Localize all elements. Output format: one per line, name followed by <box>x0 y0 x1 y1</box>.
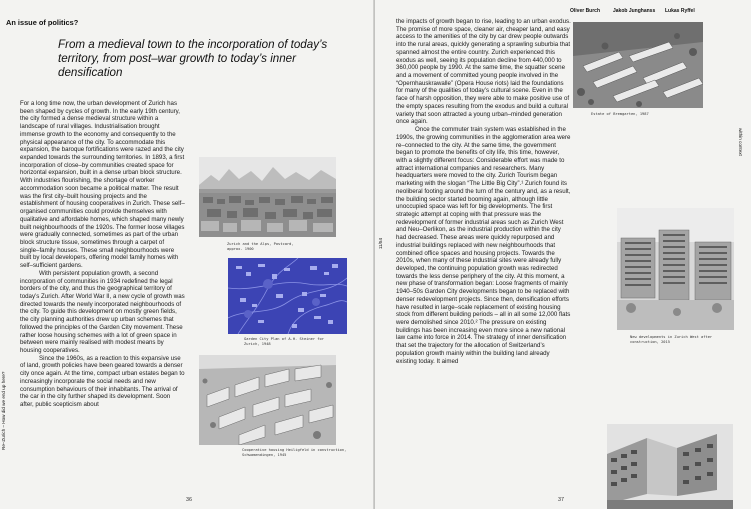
body-paragraph: Once the commuter train system was established in the 1990s, the growing communities in the agglomeration area were re–connected to the city. At the same time, the government began to promote the benefits of city life, this time, however, with a slightly different focus: Considerable effort was made to attract international companies and researchers. Many headquarters were moved to the city. Zurich Tourism began marketing with the slogan “The Little Big City”.¹ Zurich found its neoliberal footing around the turn of the century and, as a result, the building sector started booming again, although little unoccupied space was left for big developments. The first strategic attempt at coping with that pressure was the redevelopment of former industrial areas such as Zurich West and Neu–Oerlikon, as the industrial production within the city had decreased. These areas were quickly repurposed and industrial buildings replaced with new neighbourhoods that combined office spaces and housing projects. Towards the 2010s, when many of these industrial sites were already fully developed, the continuing population growth was redirected towards the less dense periphery of the city. At this moment, a new phase of transformation began: Loose fragments of mainly 1940–50s Garden City developments began to be replaced with denser redevelopment projects. Since then, densification efforts have resulted in large–scale replacement of existing housing stock from different building periods – all in all some 12,000 flats were demolished since 2010.² The pressure on existing buildings has been increasing even more since a new national law came into force in 2014. The strategy of inner densification that set the trajectory for the allocation of Switzerland’s population growth mainly within the building land already existing today. It aimed <box>396 126 571 365</box>
photo-zurich-alps <box>199 157 336 237</box>
photo-caption: Garden City Plan of A.H. Steiner for Zurich, 1948 <box>244 337 324 346</box>
photo-housing-blocks <box>607 424 733 509</box>
section-label: An issue of politics? <box>6 18 79 27</box>
author-name: Lukas Ryffel <box>665 8 695 14</box>
photo-caption: Estate of Bremgarten, 1987 <box>591 112 649 116</box>
photo-caption: Cooperative housing Heiligfeld in construction, Schwamendingen, 1945 <box>242 448 347 457</box>
photo-zurich-west <box>617 208 734 330</box>
sidebar-label: within context <box>738 128 743 156</box>
right-page <box>375 0 751 509</box>
photo-garden-city-plan <box>228 258 347 334</box>
photo-caption: New developments in Zurich West after construction, 2015 <box>630 335 713 344</box>
photo-cooperative-housing <box>199 355 336 445</box>
body-paragraph: With persistent population growth, a second incorporation of communities in 1934 redefined the legal borders of the city, and thus the geographical territory of today’s Zurich. After World War II, a new cycle of growth was directed towards the newly incorporated neighbourhoods of the city. To guide this development on mostly green fields, the city planning authorities drew up urban schemes that followed the principles of the Garden City movement. These rather loose housing schemes with a lot of green space in between were mainly realised with modest means by housing cooperatives. <box>20 269 185 354</box>
page-number: 36 <box>186 497 192 503</box>
left-body-column <box>20 100 185 409</box>
body-paragraph: For a long time now, the urban development of Zurich has been shaped by cycles of growth. In the early 19th century, the city formed a dense medieval structure within a landscape of rural villages. Industrialisation brought immense growth to the economy and consequently to the physical appearance of the city. To accommodate this expansion, the baroque fortifications were razed and the city expanded towards the surrounding territories. In 1893, a first incorporation of close–by communities created space for horizontal expansion, built in a dense urban block structure. With industries flourishing, the shortage of worker accommodation soon became a political matter. The result was the first city–built housing projects and the establishment of housing cooperatives in Zurich. These self–organised communities could provide themselves with qualitative and affordable homes, which shaped many newly built neighbourhoods of the 1920s. The former loose villages were gradually connected, sometimes as part of the urban block structure tissue, sometimes through a carpet of single–family houses. These small neighbourhoods were built by local developers, offering model family homes with self–sufficient gardens. <box>20 100 185 270</box>
page-number: 37 <box>558 497 564 503</box>
body-paragraph: Since the 1960s, as a reaction to this expansive use of land, growth policies have been geared towards a denser city once again. At the time, compact urban estates began to increasingly incorporate the social needs and new consumption behaviours of their inhabitants. The arrival of the car in the city further shaped its development. Soon after, public scepticism about <box>20 354 185 409</box>
left-page <box>0 0 374 509</box>
author-name: Jakob Junghanss <box>613 8 656 14</box>
body-paragraph: the impacts of growth began to rise, leading to an urban exodus. The promise of more space, cleaner air, cheaper land, and easy access to the amenities of the city by car drew people outwards into the rural areas, quickly generating a sprawling suburbia that spanned almost the entire country. Zurich experienced this exodus as well, seeing its population decline from 440,000 to 360,000 people by 1990. At the same time, the squatter scene and a movement of committed young people involved in the “Opernhauskrawalle” (Opera House riots) laid the foundations for many of the qualities of today’s cultural scene. Even in the face of harsh opposition, they were able to make positive use of the empty spaces resulting from the exodus and build a cultural variety that soon attracted a young urban–minded generation once again. <box>396 18 571 126</box>
running-head: Re–Zurich – How did we end up here? <box>1 371 6 450</box>
vertical-code: 11/54 <box>378 238 383 250</box>
right-body-column <box>396 18 571 365</box>
photo-estate-aerial <box>573 22 703 108</box>
photo-caption: Zurich and the Alps, Postcard, approx. 1900 <box>227 242 294 251</box>
author-name: Oliver Burch <box>570 8 601 14</box>
page-subtitle: From a medieval town to the incorporation of today’s territory, from post–war growth to today’s inner densification <box>58 38 328 80</box>
